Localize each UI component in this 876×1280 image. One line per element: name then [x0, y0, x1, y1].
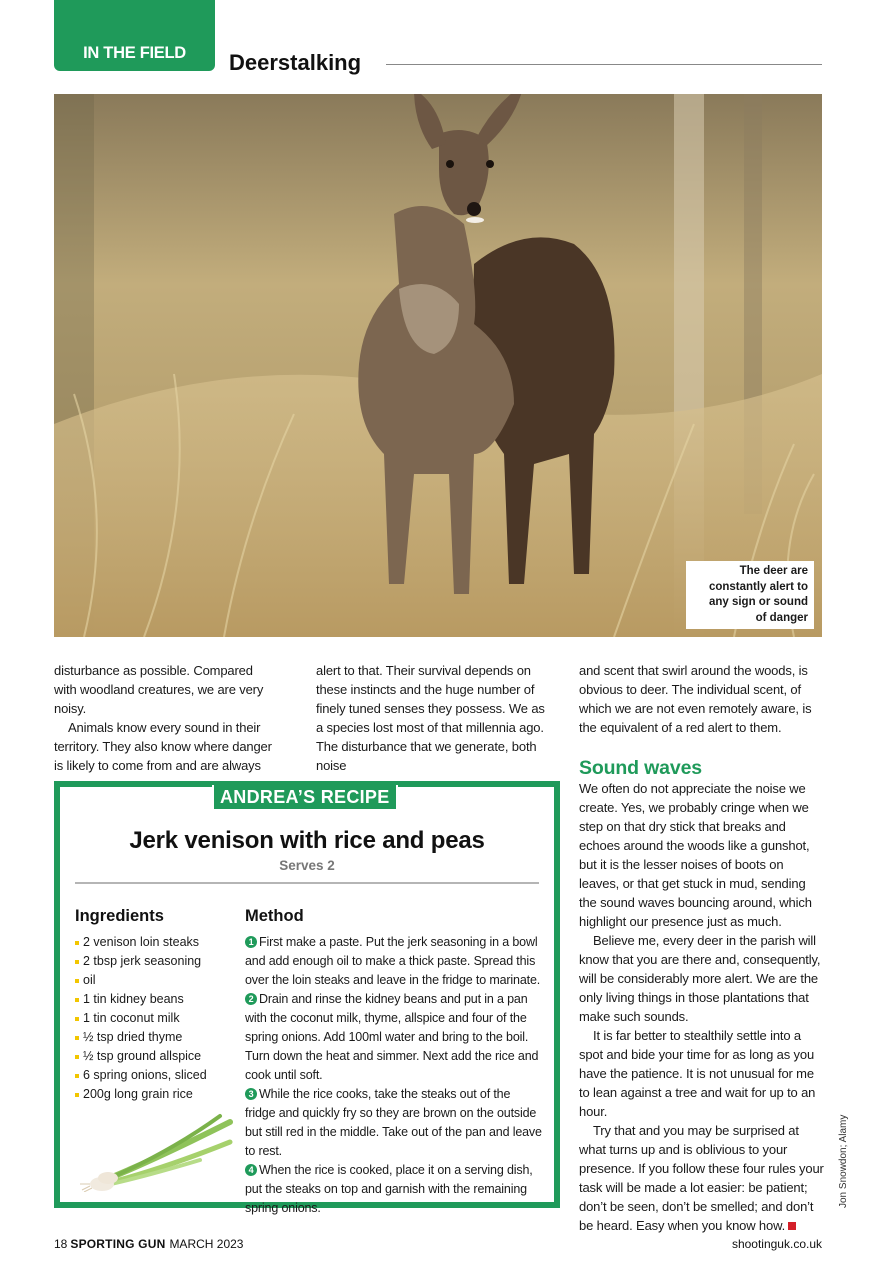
title-divider [386, 64, 822, 65]
step-text: Drain and rinse the kidney beans and put in a pan with the coconut milk, thyme, allspice and four of the spring onions. Add 100ml water and bring to the boil. Turn down the heat and simmer. Next add the rice and cook until soft. [245, 992, 539, 1082]
method-step [245, 1085, 543, 1161]
paragraph: and scent that swirl around the woods, is obvious to deer. The individual scent, of which we are not even remotely aware, is the equivalent of a red alert to them. [579, 663, 812, 735]
recipe-label: ANDREA’S RECIPE [212, 785, 398, 809]
ingredient-item: 6 spring onions, sliced [75, 1066, 235, 1085]
ingredients-list [75, 933, 235, 1104]
step-number: 2 [245, 993, 257, 1005]
ingredient-item: 2 venison loin steaks [75, 933, 235, 952]
ingredient-item: ½ tsp dried thyme [75, 1028, 235, 1047]
recipe-divider [75, 882, 539, 884]
method-step [245, 990, 543, 1085]
paragraph: Believe me, every deer in the parish will know that you are there and, consequently, will be considerably more alert. We are the only living things in those plantations that make such sounds. [579, 933, 821, 1024]
paragraph [579, 1121, 824, 1235]
issue-date: MARCH 2023 [169, 1237, 244, 1251]
step-number: 1 [245, 936, 257, 948]
section-title: Deerstalking [229, 50, 362, 75]
paragraph: It is far better to stealthily settle into a spot and bide your time for as long as you have the patience. It is not unusual for me to lean against a tree and wait for up to an hour. [579, 1028, 816, 1119]
photo-credit: Jon Snowdon; Alamy [838, 1114, 849, 1208]
ingredient-item: 2 tbsp jerk seasoning [75, 952, 235, 971]
article-column-1 [54, 661, 276, 775]
ingredient-item: ½ tsp ground allspice [75, 1047, 235, 1066]
method-step [245, 933, 543, 990]
step-text: When the rice is cooked, place it on a serving dish, put the steaks on top and garnish with the remaining spring onions. [245, 1163, 533, 1215]
page-number: 18 [54, 1237, 68, 1251]
publication-name: SPORTING GUN [70, 1237, 166, 1251]
article-column-2 [316, 661, 552, 775]
section-tag: IN THE FIELD [54, 0, 215, 71]
ingredients-heading: Ingredients [75, 907, 164, 925]
recipe-serves: Serves 2 [279, 858, 335, 873]
photo-caption: The deer are constantly alert to any sign or sound of danger [686, 561, 814, 629]
ingredient-item: oil [75, 971, 235, 990]
step-number: 3 [245, 1088, 257, 1100]
step-number: 4 [245, 1164, 257, 1176]
subheading: Sound waves [579, 757, 702, 779]
method-steps [245, 933, 543, 1218]
step-text: First make a paste. Put the jerk seasoning in a bowl and add enough oil to make a thick paste. Spread this over the loin steaks and leave in the fridge to marinate. [245, 935, 541, 987]
paragraph: alert to that. Their survival depends on these instincts and the huge number of finely tuned senses they possess. We as a species lost most of that millennia ago. The disturbance that we generate, both noise [316, 663, 545, 773]
paragraph: Animals know every sound in their territory. They also know where danger is likely to come from and are always [54, 720, 272, 773]
paragraph: We often do not appreciate the noise we create. Yes, we probably cringe when we step on that dry stick that breaks and echoes around the woods like a gunshot, but it is the lesser noises of boots on leaves, or that get stuck in mud, sending the sound waves bouncing around, which highlight our presence just as much. [579, 781, 812, 929]
article-column-3 [579, 661, 824, 1235]
end-of-article-mark [788, 1222, 796, 1230]
website-link[interactable]: shootinguk.co.uk [731, 1237, 822, 1251]
paragraph-text: Try that and you may be surprised at what turns up and is oblivious to your presence. If you follow these four rules your task will be made a lot easier: be patient; don’t be seen, don’t be smelled; and don’t be heard. Easy when you know how. [579, 1123, 824, 1233]
paragraph: disturbance as possible. Compared with woodland creatures, we are very noisy. [54, 663, 264, 716]
ingredient-item: 1 tin coconut milk [75, 1009, 235, 1028]
deer-photo [54, 94, 822, 637]
step-text: While the rice cooks, take the steaks out of the fridge and quickly fry so they are brown on the outside but still red in the middle. Take out of the pan and leave to rest. [245, 1087, 542, 1158]
recipe-title: Jerk venison with rice and peas [129, 827, 485, 854]
ingredient-item: 1 tin kidney beans [75, 990, 235, 1009]
method-step [245, 1161, 543, 1218]
ingredient-item: 200g long grain rice [75, 1085, 235, 1104]
footer-left [54, 1237, 243, 1251]
recipe-box [54, 781, 560, 1215]
deer-illustration [54, 94, 822, 637]
spring-onion-image [80, 1112, 240, 1192]
method-heading: Method [245, 907, 304, 925]
